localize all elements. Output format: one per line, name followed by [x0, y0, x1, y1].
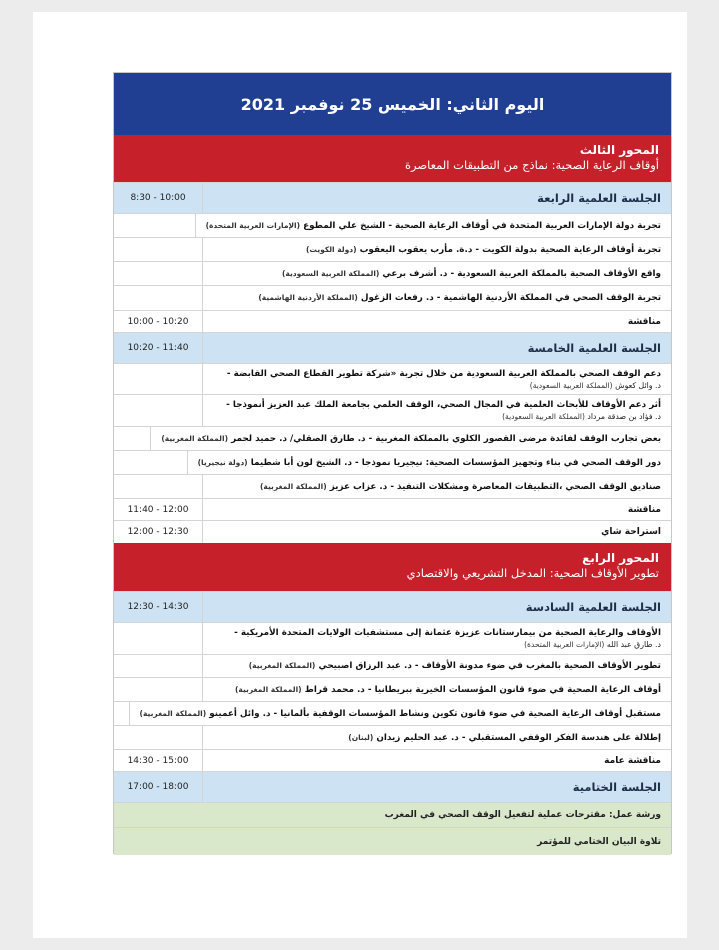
closing-session-title: الجلسة الختامية — [572, 780, 661, 794]
axis-three-subtitle: أوقاف الرعاية الصحية: نماذج من التطبيقات المعاصرة — [404, 158, 659, 172]
session-six-title: الجلسة العلمية السادسة — [525, 600, 661, 614]
agenda-item: تطوير الأوقاف الصحية بالمغرب في ضوء مدونة الأوقاف - د. عبد الرزاق اصبيحي (المملكة المغربية) — [114, 654, 671, 677]
closing-session-time: 17:00 - 18:00 — [114, 772, 203, 802]
session-five-header — [114, 332, 671, 363]
agenda-item: مستقبل أوقاف الرعاية الصحية في ضوء قانون تكوين ونشاط المؤسسات الوقفية بألمانيا - د. وائل أعمينو (المملكة المغربية) — [114, 701, 671, 725]
agenda-item: دعم الوقف الصحي بالمملكة العربية السعودية من خلال تجربة «شركة تطوير القطاع الصحي القابضة - د. وائل كعوش (المملكة العربية السعودية) — [114, 363, 671, 394]
agenda-item: بعض تجارب الوقف لفائدة مرضى القصور الكلوي بالمملكة المغربية - د. طارق الصقلي/ د. حميد لحمر (المملكة المغربية) — [114, 426, 671, 450]
session-five-title: الجلسة العلمية الخامسة — [527, 341, 661, 355]
discussion-row: مناقشة 11:40 - 12:00 — [114, 498, 671, 520]
axis-four-subtitle: تطوير الأوقاف الصحية: المدخل التشريعي والاقتصادي — [406, 566, 659, 580]
session-four-header — [114, 182, 671, 213]
discussion-row: مناقشة 10:00 - 10:20 — [114, 310, 671, 332]
closing-session-header — [114, 771, 671, 802]
session-four-title: الجلسة العلمية الرابعة — [537, 191, 661, 205]
agenda-item: الأوقاف والرعاية الصحية من بيمارستانات عزيزة عثمانة إلى مستشفيات الولايات المتحدة الأمريكية - د. طارق عبد الله (الإمارات العربية المتحدة) — [114, 622, 671, 654]
agenda-item: تجربة أوقاف الرعاية الصحية بدولة الكويت - د.ة. مأرب يعقوب اليعقوب (دولة الكويت) — [114, 237, 671, 261]
general-discussion-row: مناقشة عامة 14:30 - 15:00 — [114, 749, 671, 771]
session-six-header — [114, 591, 671, 622]
session-five-time: 10:20 - 11:40 — [114, 333, 203, 363]
agenda-item: أثر دعم الأوقاف للأبحاث العلمية في المجال الصحي، الوقف العلمي بجامعة الملك عبد العزيز أنموذجا - د. فؤاد بن صدقة مرداد (المملكة العربية السعودية) — [114, 394, 671, 426]
axis-four-title: المحور الرابع — [582, 551, 659, 565]
agenda-item: إطلالة على هندسة الفكر الوقفي المستقبلي - د. عبد الحليم زيدان (لبنان) — [114, 725, 671, 749]
day-title: اليوم الثاني: الخميس 25 نوفمبر 2021 — [240, 94, 545, 114]
agenda-item: دور الوقف الصحي في بناء وتجهيز المؤسسات الصحية: نيجيريا نموذجا - د. الشيخ لون أبا شطيما (دولة نيجيريا) — [114, 450, 671, 474]
axis-three-banner — [114, 135, 671, 182]
axis-three-title: المحور الثالث — [579, 143, 659, 157]
tea-break-row: استراحة شاي 12:00 - 12:30 — [114, 520, 671, 543]
session-six-time: 12:30 - 14:30 — [114, 592, 203, 622]
agenda-item: صناديق الوقف الصحي ،التطبيقات المعاصرة ومشكلات التنفيذ - د. عزاب عزيز (المملكة المغربية) — [114, 474, 671, 498]
session-four-time: 8:30 - 10:00 — [114, 183, 203, 213]
final-statement-row: تلاوة البيان الختامي للمؤتمر — [114, 827, 671, 855]
agenda-item: تجربة دولة الإمارات العربية المتحدة في أوقاف الرعاية الصحية - الشيخ علي المطوع (الإمارات العربية المتحدة) — [114, 213, 671, 237]
program-table — [113, 72, 672, 854]
day-header — [114, 73, 671, 135]
workshop-row: ورشة عمل: مقترحات عملية لتفعيل الوقف الصحي في المغرب — [114, 802, 671, 827]
agenda-item: واقع الأوقاف الصحية بالمملكة العربية السعودية - د. أشرف برعي (المملكة العربية السعودية) — [114, 261, 671, 285]
agenda-item: تجربة الوقف الصحي في المملكة الأردنية الهاشمية - د. رفعات الزغول (المملكة الأردنية الهاشمية) — [114, 285, 671, 310]
axis-four-banner — [114, 543, 671, 591]
page — [33, 12, 687, 938]
agenda-item: أوقاف الرعاية الصحية في ضوء قانون المؤسسات الخيرية ببريطانيا - د. محمد قراط (المملكة المغربية) — [114, 677, 671, 701]
